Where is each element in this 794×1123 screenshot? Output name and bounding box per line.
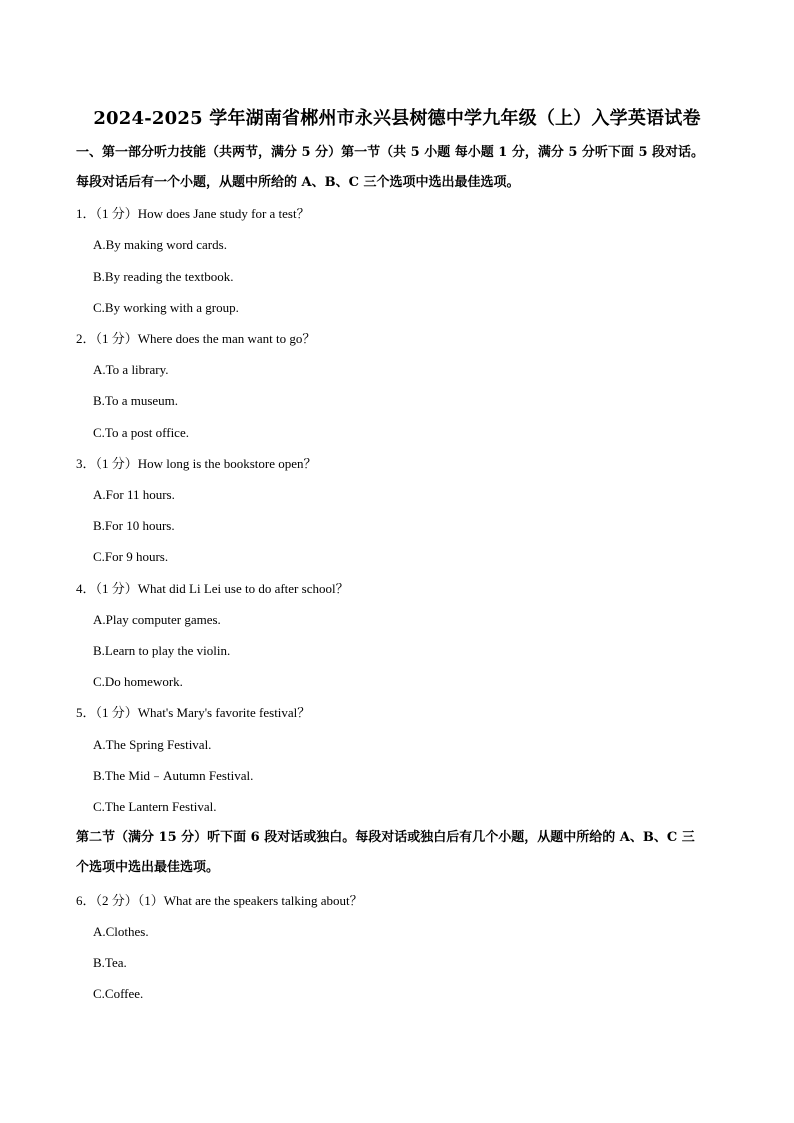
part2-heading-line2: 个选项中选出最佳选项。 <box>76 860 220 875</box>
question-1-option-a: A.By making word cards. <box>93 237 227 252</box>
question-4-option-c: C.Do homework. <box>93 674 183 689</box>
question-2-option-c: C.To a post office. <box>93 425 189 440</box>
question-4-option-b: B.Learn to play the violin. <box>93 643 231 658</box>
question-6-option-c: C.Coffee. <box>93 986 144 1001</box>
exam-title: 2024-2025 学年湖南省郴州市永兴县树德中学九年级（上）入学英语试卷 <box>93 108 701 129</box>
question-5-stem: 5．（1 分）What's Mary's favorite festival？ <box>76 705 311 720</box>
question-6-option-b: B.Tea. <box>93 955 127 970</box>
question-2-stem: 2．（1 分）Where does the man want to go？ <box>76 331 316 346</box>
question-1-option-b: B.By reading the textbook. <box>93 269 234 284</box>
question-3-option-c: C.For 9 hours. <box>93 549 169 564</box>
question-6-option-a: A.Clothes. <box>93 924 149 939</box>
question-2-option-a: A.To a library. <box>93 362 169 377</box>
question-4-stem: 4．（1 分）What did Li Lei use to do after school？ <box>76 581 349 596</box>
question-6-stem: 6．（2 分）（1）What are the speakers talking about？ <box>76 893 363 908</box>
question-1-stem: 1．（1 分）How does Jane study for a test？ <box>76 206 310 221</box>
question-2-option-b: B.To a museum. <box>93 393 179 408</box>
question-3-stem: 3．（1 分）How long is the bookstore open？ <box>76 456 317 471</box>
question-1-option-c: C.By working with a group. <box>93 300 239 315</box>
question-5-option-a: A.The Spring Festival. <box>93 737 212 752</box>
question-4-option-a: A.Play computer games. <box>93 612 221 627</box>
question-5-option-b: B.The Mid﹣Autumn Festival. <box>93 768 254 783</box>
part2-heading-line1: 第二节（满分 15 分）听下面 6 段对话或独白。每段对话或独白后有几个小题，从题中所给的 A、B、C 三 <box>76 830 695 845</box>
question-3-option-a: A.For 11 hours. <box>93 487 175 502</box>
question-3-option-b: B.For 10 hours. <box>93 518 175 533</box>
part1-heading-line1: 一、第一部分听力技能（共两节，满分 5 分）第一节（共 5 小题 每小题 1 分，满分 5 分听下面 5 段对话。 <box>76 145 705 160</box>
question-5-option-c: C.The Lantern Festival. <box>93 799 217 814</box>
part1-heading-line2: 每段对话后有一个小题，从题中所给的 A、B、C 三个选项中选出最佳选项。 <box>76 175 520 190</box>
